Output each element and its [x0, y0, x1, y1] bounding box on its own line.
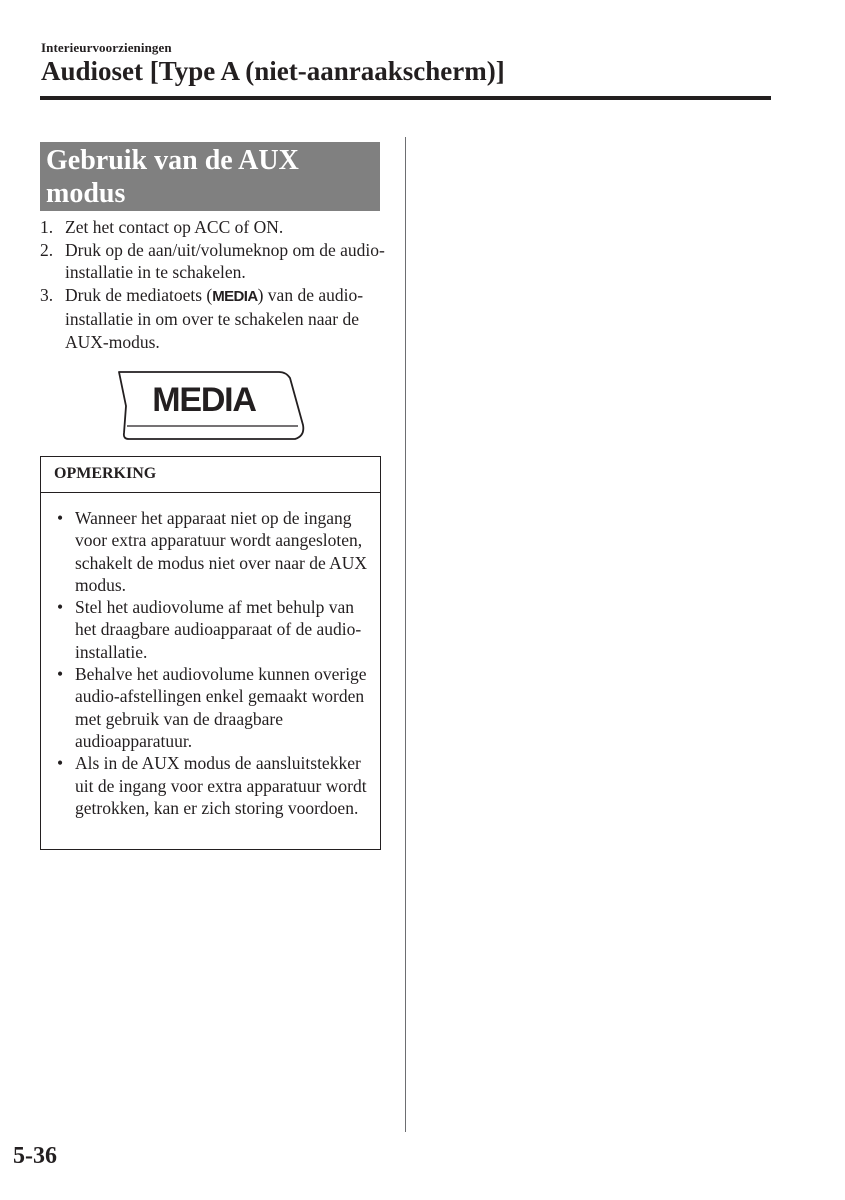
note-item-text: Als in de AUX modus de aansluitstekker uit de ingang voor extra apparatuur wordt getrokken, kan er zich storing voordoen.	[75, 753, 367, 818]
bullet-icon: •	[57, 753, 64, 774]
step-number: 1.	[40, 217, 54, 237]
section-heading-line1: Gebruik van de AUX	[46, 145, 299, 176]
step-number: 3.	[40, 284, 54, 305]
step-item	[40, 216, 385, 239]
bullet-icon: •	[57, 508, 64, 528]
note-item-text: Behalve het audiovolume kunnen overige audio-afstellingen enkel gemaakt worden met gebruik van de draagbare audioapparatuur.	[75, 664, 367, 751]
step-number: 2.	[40, 239, 54, 260]
step-text: Zet het contact op ACC of ON.	[65, 217, 284, 237]
media-inline-icon: MEDIA	[212, 287, 258, 305]
note-item-text: Wanneer het apparaat niet op de ingang voor extra apparatuur wordt aangesloten, schakelt de modus niet over naar de AUX modus.	[75, 508, 368, 595]
note-item	[57, 752, 377, 819]
note-item	[57, 596, 377, 663]
bullet-icon: •	[57, 664, 64, 685]
step-text: Druk op de aan/uit/volumeknop om de audio-installatie in te schakelen.	[65, 239, 385, 282]
section-heading-line2: modus	[46, 178, 126, 209]
section-label: Interieurvoorzieningen	[41, 40, 172, 55]
step-item	[40, 239, 385, 284]
page-number: 5-36	[13, 1143, 57, 1169]
step-text-after: ) van de audio-installatie in om over te schakelen naar de AUX-modus.	[65, 284, 364, 352]
page-title: Audioset [Type A (niet-aanraakscherm)]	[41, 56, 505, 86]
note-list	[57, 507, 377, 819]
note-item	[57, 507, 377, 596]
step-text-before: Druk de mediatoets (	[65, 284, 213, 305]
steps-list	[40, 216, 385, 353]
note-item-text: Stel het audiovolume af met behulp van het draagbare audioapparaat of de audio-installatie.	[75, 597, 362, 662]
column-divider	[405, 137, 406, 1132]
step-item	[40, 284, 385, 354]
bullet-icon: •	[57, 597, 64, 618]
note-box	[40, 456, 381, 850]
note-item	[57, 663, 377, 752]
title-rule	[40, 96, 771, 100]
note-title: OPMERKING	[41, 457, 380, 493]
media-button-label: MEDIA	[152, 381, 256, 419]
media-button-icon	[115, 370, 305, 442]
section-heading	[40, 142, 380, 211]
